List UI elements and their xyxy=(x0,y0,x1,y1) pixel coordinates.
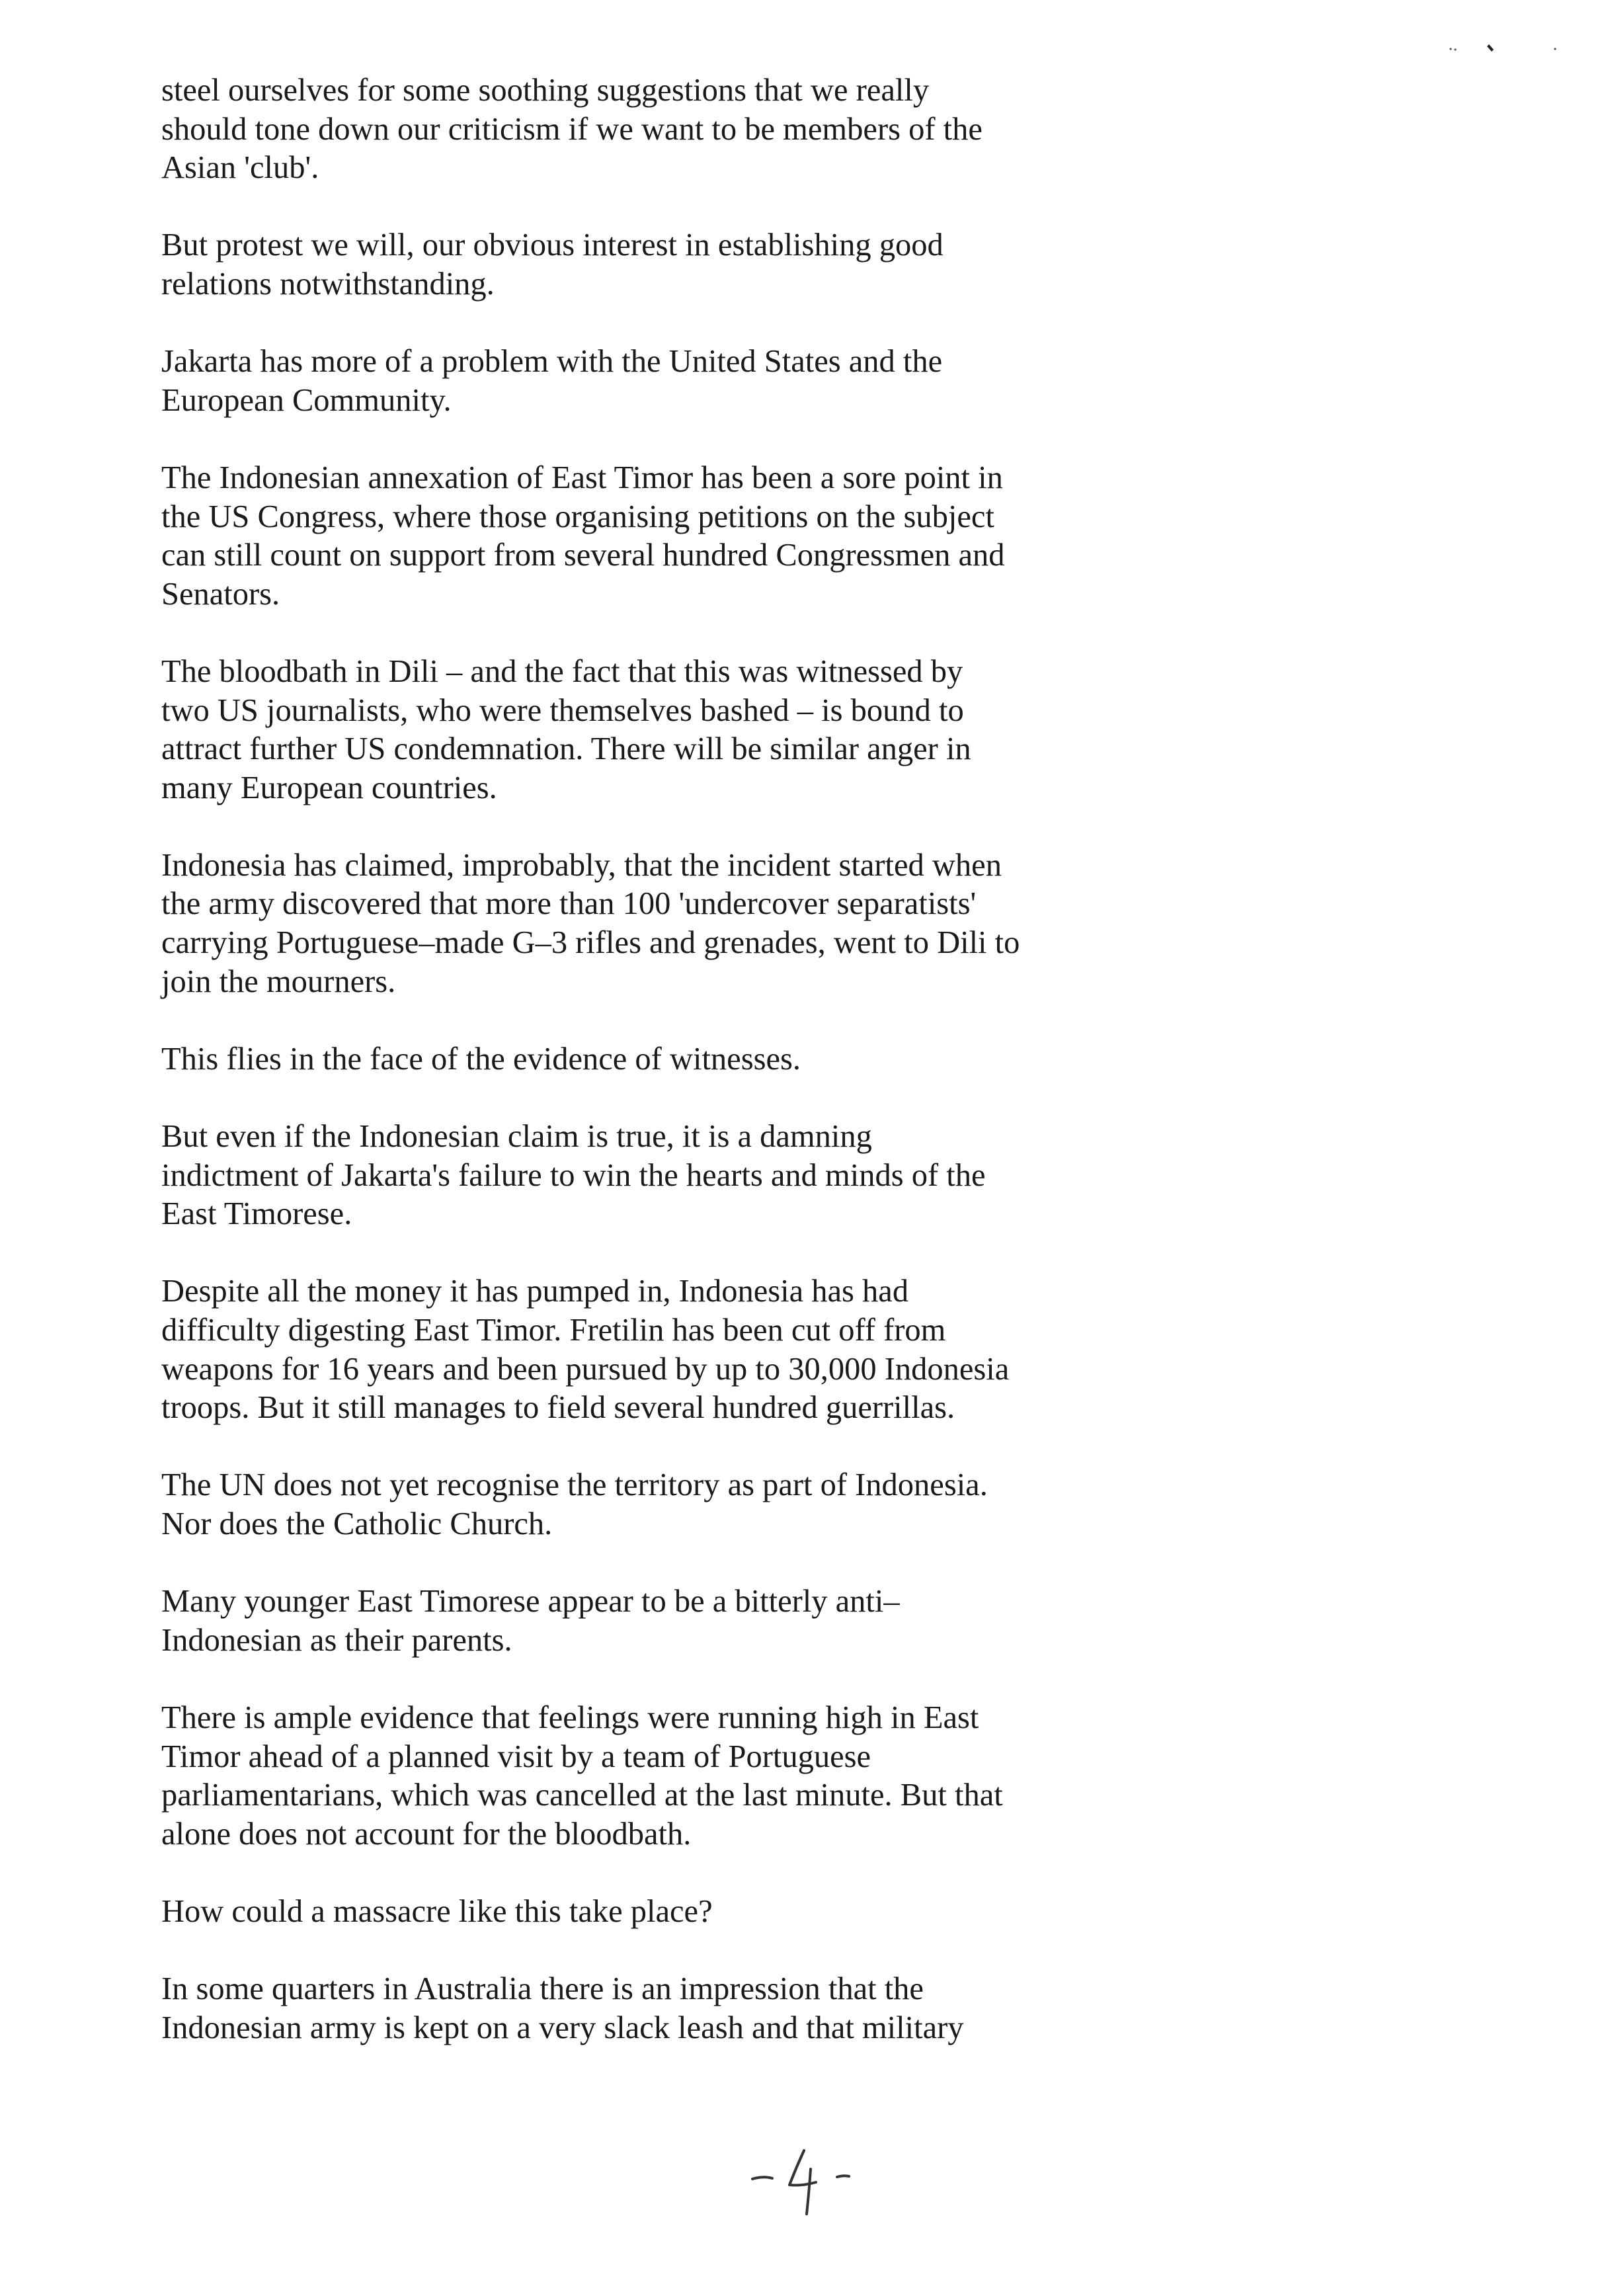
paragraph: There is ample evidence that feelings were running high in East Timor ahead of a planned visit by a team of Portuguese parliamentarians, which was cancelled at the last minute. But that alone does not account for the bloodbath. xyxy=(161,1700,1003,1852)
paragraph: Jakarta has more of a problem with the United States and the European Community. xyxy=(161,344,943,418)
paragraph: The Indonesian annexation of East Timor has been a sore point in the US Congress, where those organising petitions on the subject can still count on support from several hundred Congressmen and Senators. xyxy=(161,460,1005,612)
scan-marks-graphic xyxy=(1443,33,1562,60)
paragraph: But even if the Indonesian claim is true, it is a damning indictment of Jakarta's failure to win the hearts and minds of the East Timorese. xyxy=(161,1119,986,1232)
page-number xyxy=(0,2143,1608,2222)
handwritten-page-number xyxy=(738,2143,870,2222)
paragraph: Despite all the money it has pumped in, Indonesia has had difficulty digesting East Timor. Fretilin has been cut off from weapons for 16 years and been pursued by up to 30,000 Indonesia troops. But it still manages to field several hundred guerrillas. xyxy=(161,1274,1010,1426)
paragraph: In some quarters in Australia there is an impression that the Indonesian army is kept on a very slack leash and that military xyxy=(161,1971,964,2045)
paragraph: Many younger East Timorese appear to be a bitterly anti– Indonesian as their parents. xyxy=(161,1584,900,1658)
paragraph: The bloodbath in Dili – and the fact that this was witnessed by two US journalists, who were themselves bashed – is bound to attract further US condemnation. There will be similar anger in many European countries. xyxy=(161,653,971,805)
paragraph: The UN does not yet recognise the territory as part of Indonesia. Nor does the Catholic Church. xyxy=(161,1467,988,1541)
paragraph: Indonesia has claimed, improbably, that the incident started when the army discovered that more than 100 'undercover separatists' carrying Portuguese–made G–3 rifles and grenades, went to Dili to join the mourners. xyxy=(161,847,1020,999)
paragraph: But protest we will, our obvious interest in establishing good relations notwithstanding. xyxy=(161,227,944,302)
scan-marks xyxy=(1443,33,1562,60)
paragraph: How could a massacre like this take place? xyxy=(161,1893,713,1929)
paragraph: This flies in the face of the evidence of witnesses. xyxy=(161,1041,801,1077)
article-body xyxy=(161,71,1153,2086)
paragraph: steel ourselves for some soothing suggestions that we really should tone down our criticism if we want to be members of the Asian 'club'. xyxy=(161,73,983,186)
